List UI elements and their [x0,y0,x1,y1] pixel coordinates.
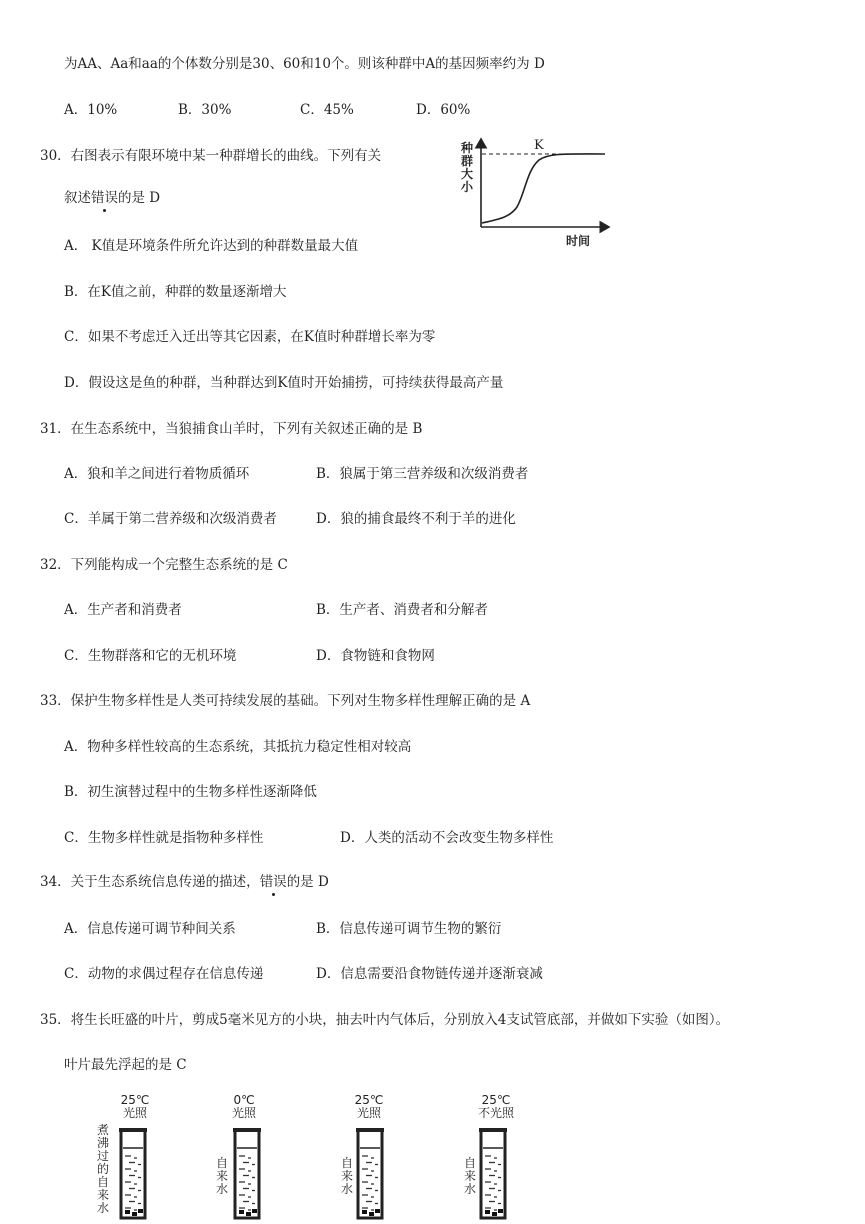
q29-option-c: C．45% [300,102,354,118]
leaf-piece [485,1210,490,1214]
q29-option-a: A．10% [64,102,118,118]
leaf-piece [252,1209,257,1213]
q30-y-axis-label: 种群大小 [461,141,474,194]
tube3-liquid-label: 自来水 [341,1156,354,1196]
q32-option-a: A．生产者和消费者 [64,602,182,618]
tube1-temp-label: 25℃ [120,1093,150,1107]
q30-k-label: K [534,138,544,153]
leaf-piece [369,1212,374,1216]
q34-stem [40,873,329,891]
q31-option-a: A．狼和羊之间进行着物质循环 [64,466,250,482]
test-tube-2 [233,1128,261,1218]
q33-option-c: C．生物多样性就是指物种多样性 [64,830,264,846]
leaf-piece [239,1210,244,1214]
tube3-light-label: 光照 [356,1106,381,1120]
q34-option-c: C．动物的求偶过程存在信息传递 [64,966,264,982]
tube2-temp-label: 0℃ [233,1093,255,1107]
q32-option-b: B．生产者、消费者和分解者 [316,602,488,618]
q32-option-d: D．食物链和食物网 [316,648,435,664]
leaf-piece [492,1212,497,1216]
leaf-piece [498,1209,503,1213]
q32-option-c: C．生物群落和它的无机环境 [64,648,237,664]
q30-option-b: B．在K值之前，种群的数量逐渐增大 [64,284,287,300]
q34-stem-text-b: 的是 D [286,874,329,890]
tube1-light-label: 光照 [122,1106,147,1120]
q31-option-d: D．狼的捕食最终不利于羊的进化 [316,511,516,527]
q35-stem-line2: 叶片最先浮起的是 C [64,1057,187,1073]
q34-emphasis-wrong: 错误 [259,874,287,890]
tube2-liquid-label: 自来水 [216,1156,229,1196]
test-tube-3 [356,1128,384,1218]
q33-option-d: D．人类的活动不会改变生物多样性 [340,830,554,846]
q34-option-d: D．信息需要沿食物链传递并逐渐衰减 [316,966,543,982]
leaf-piece [125,1210,130,1214]
s-curve [482,154,605,223]
tube1-liquid-label: 煮沸过的自来水 [97,1123,110,1215]
leaf-piece [246,1212,251,1216]
q32-stem: 32．下列能构成一个完整生态系统的是 C [40,557,288,573]
tube3-temp-label: 25℃ [354,1093,384,1107]
q29-option-d: D．60% [416,102,471,118]
q30-stem-line1: 30．右图表示有限环境中某一种群增长的曲线。下列有关 [40,148,382,164]
q33-option-b: B．初生演替过程中的生物多样性逐渐降低 [64,784,317,800]
q35-test-tubes-figure [0,1120,865,1224]
leaf-piece [132,1212,137,1216]
q31-option-b: B．狼属于第三营养级和次级消费者 [316,466,529,482]
q30-option-a: A． K值是环境条件所允许达到的种群数量最大值 [64,238,359,254]
test-tube-1 [119,1128,147,1218]
q30-stem-line2 [64,189,160,207]
q35-stem-line1: 35．将生长旺盛的叶片，剪成5毫米见方的小块，抽去叶内气体后，分别放入4支试管底部，并做如下实验（如图）。 [40,1012,730,1028]
tube4-liquid-label: 自来水 [464,1156,477,1196]
q33-stem: 33．保护生物多样性是人类可持续发展的基础。下列对生物多样性理解正确的是 A [40,693,531,709]
q29-option-b: B．30% [178,102,232,118]
q30-option-d: D．假设这是鱼的种群，当种群达到K值时开始捕捞，可持续获得最高产量 [64,375,504,391]
q34-option-a: A．信息传递可调节种间关系 [64,921,236,937]
q34-stem-text-a: 34．关于生态系统信息传递的描述， [40,874,260,890]
leaf-piece [375,1209,380,1213]
tube2-light-label: 光照 [231,1106,256,1120]
test-tube-4 [479,1128,507,1218]
q29-stem-tail: 为AA、Aa和aa的个体数分别是30、60和10个。则该种群中A的基因频率约为 D [64,56,545,72]
q33-option-a: A．物种多样性较高的生态系统，其抵抗力稳定性相对较高 [64,739,412,755]
q30-option-c: C．如果不考虑迁入迁出等其它因素，在K值时种群增长率为零 [64,329,436,345]
q31-stem: 31．在生态系统中，当狼捕食山羊时，下列有关叙述正确的是 B [40,421,423,437]
q30-x-axis-label: 时间 [566,234,591,248]
leaf-piece [138,1209,143,1213]
q30-stem-text-a: 叙述 [64,190,91,206]
q34-option-b: B．信息传递可调节生物的繁衍 [316,921,502,937]
q31-option-c: C．羊属于第二营养级和次级消费者 [64,511,277,527]
q30-stem-text-b: 的是 D [118,190,161,206]
leaf-piece [362,1210,367,1214]
tube4-light-label: 不光照 [477,1106,514,1120]
q30-emphasis-wrong: 错误 [91,190,118,206]
tube4-temp-label: 25℃ [481,1093,511,1107]
